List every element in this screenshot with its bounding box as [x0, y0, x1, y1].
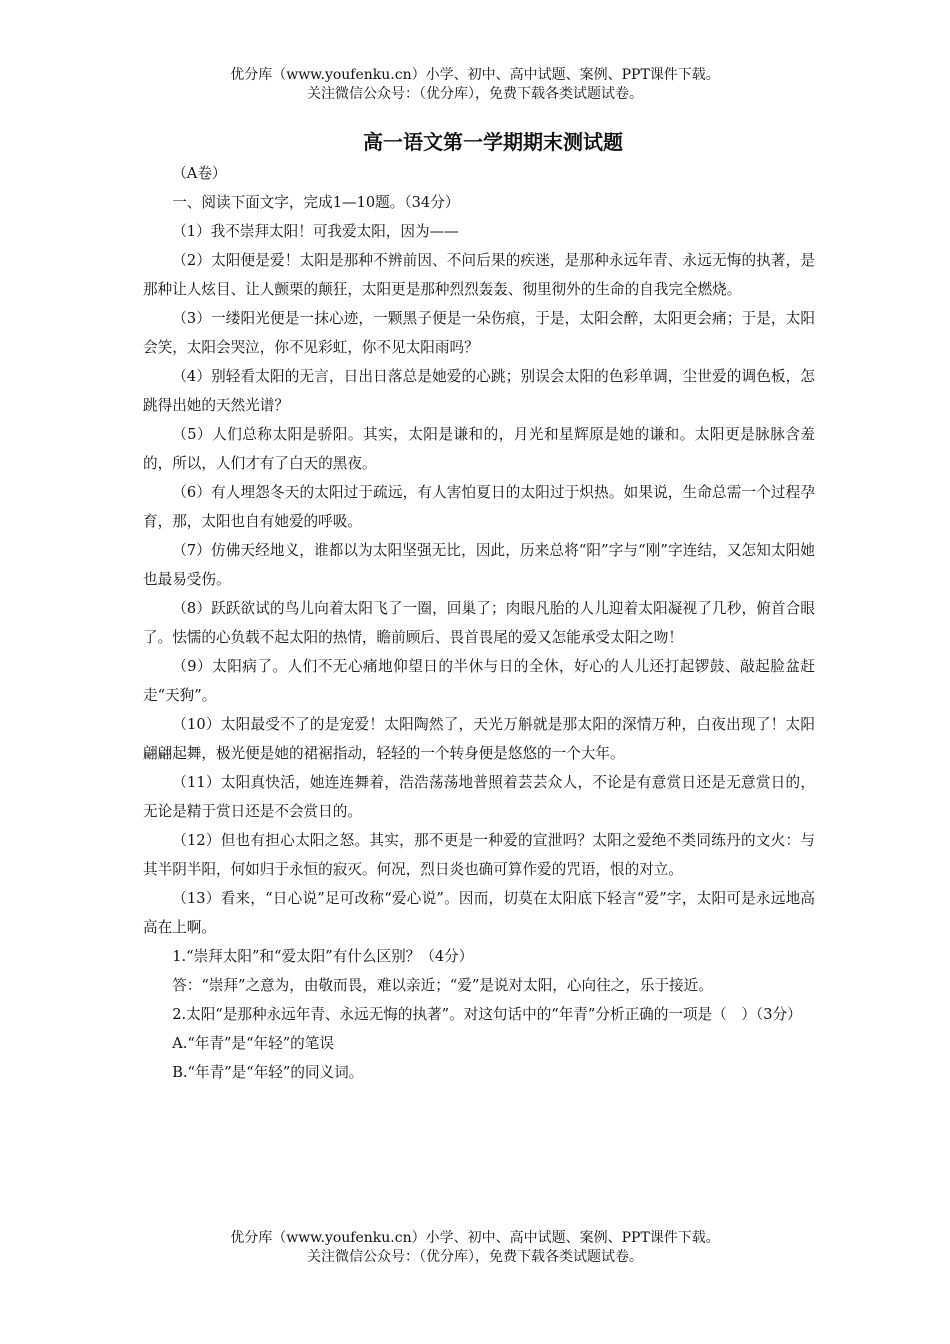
question-1: 1.“崇拜太阳”和“爱太阳”有什么区别？（4分）	[172, 948, 474, 965]
passage-paragraph-5: （5）人们总称太阳是骄阳。其实，太阳是谦和的，月光和星辉原是她的谦和。太阳更是脉脉含羞的，所以，人们才有了白天的黑夜。	[143, 426, 815, 472]
question-2: 2.太阳“是那种永远年青、永远无悔的执著”。对这句话中的“年青”分析正确的一项是（ ）（3分）	[172, 1006, 802, 1023]
passage-paragraph-2: （2）太阳便是爱！太阳是那种不辨前因、不问后果的疾迷，是那种永远年青、永远无悔的执著，是那种让人炫目、让人颤栗的颠狂，太阳更是那种烈烈轰轰、彻里彻外的生命的自我完全燃烧。	[143, 252, 815, 298]
answer-1: 答：“崇拜”之意为，由敬而畏，难以亲近；“爱”是说对太阳，心向往之，乐于接近。	[172, 977, 713, 994]
exam-section-label: （A卷）	[172, 165, 227, 182]
document-title: 高一语文第一学期期末测试题	[363, 130, 623, 154]
document-body	[143, 159, 815, 1087]
page-header	[0, 66, 950, 104]
passage-paragraph-7: （7）仿佛天经地义，谁都以为太阳坚强无比，因此，历来总将“阳”字与“刚”字连结，又怎知太阳她也最易受伤。	[143, 542, 815, 588]
footer-line-1: 优分库（www.youfenku.cn）小学、初中、高中试题、案例、PPT课件下载。	[230, 1230, 720, 1246]
passage-paragraph-9: （9）太阳病了。人们不无心痛地仰望日的半休与日的全休，好心的人儿还打起锣鼓、敲起脸盆赶走“天狗”。	[143, 658, 815, 704]
passage-paragraph-13: （13）看来，“日心说”足可改称“爱心说”。因而，切莫在太阳底下轻言“爱”字，太阳可是永远地高高在上啊。	[143, 890, 815, 936]
passage-paragraph-12: （12）但也有担心太阳之怒。其实，那不更是一种爱的宣泄吗？太阳之爱绝不类同练丹的文火：与其半阴半阳，何如归于永恒的寂灭。何况，烈日炎也确可算作爱的咒语，恨的对立。	[143, 832, 815, 878]
question-2-option-a: A.“年青”是“年轻”的笔误	[172, 1035, 334, 1052]
page-footer	[0, 1229, 950, 1267]
passage-paragraph-8: （8）跃跃欲试的鸟儿向着太阳飞了一圈，回巢了；肉眼凡胎的人儿迎着太阳凝视了几秒，俯首合眼了。怯懦的心负载不起太阳的热情，瞻前顾后、畏首畏尾的爱又怎能承受太阳之吻！	[143, 600, 815, 646]
question-2-option-b: B.“年青”是“年轻”的同义词。	[172, 1064, 364, 1081]
passage-paragraph-11: （11）太阳真快活，她连连舞着，浩浩荡荡地普照着芸芸众人，不论是有意赏日还是无意赏日的，无论是精于赏日还是不会赏日的。	[143, 774, 815, 820]
passage-paragraph-1: （1）我不崇拜太阳！可我爱太阳，因为——	[172, 223, 459, 240]
header-line-1: 优分库（www.youfenku.cn）小学、初中、高中试题、案例、PPT课件下载。	[230, 67, 720, 83]
passage-paragraph-10: （10）太阳最受不了的是宠爱！太阳陶然了，天光万斛就是那太阳的深情万种，白夜出现了！太阳翩翩起舞，极光便是她的裙裾指动，轻轻的一个转身便是悠悠的一个大年。	[143, 716, 815, 762]
header-line-2: 关注微信公众号：（优分库），免费下载各类试题试卷。	[307, 86, 643, 102]
question-instruction: 一、阅读下面文字，完成1—10题。（34分）	[172, 194, 460, 211]
passage-paragraph-6: （6）有人埋怨冬天的太阳过于疏远，有人害怕夏日的太阳过于炽热。如果说，生命总需一个过程孕育，那，太阳也自有她爱的呼吸。	[143, 484, 815, 530]
passage-paragraph-3: （3）一缕阳光便是一抹心迹，一颗黑子便是一朵伤痕，于是，太阳会醉，太阳更会痛；于是，太阳会笑，太阳会哭泣，你不见彩虹，你不见太阳雨吗？	[143, 310, 815, 356]
footer-line-2: 关注微信公众号：（优分库），免费下载各类试题试卷。	[307, 1249, 643, 1265]
passage-paragraph-4: （4）别轻看太阳的无言，日出日落总是她爱的心跳；别误会太阳的色彩单调，尘世爱的调色板，怎跳得出她的天然光谱？	[143, 368, 815, 414]
